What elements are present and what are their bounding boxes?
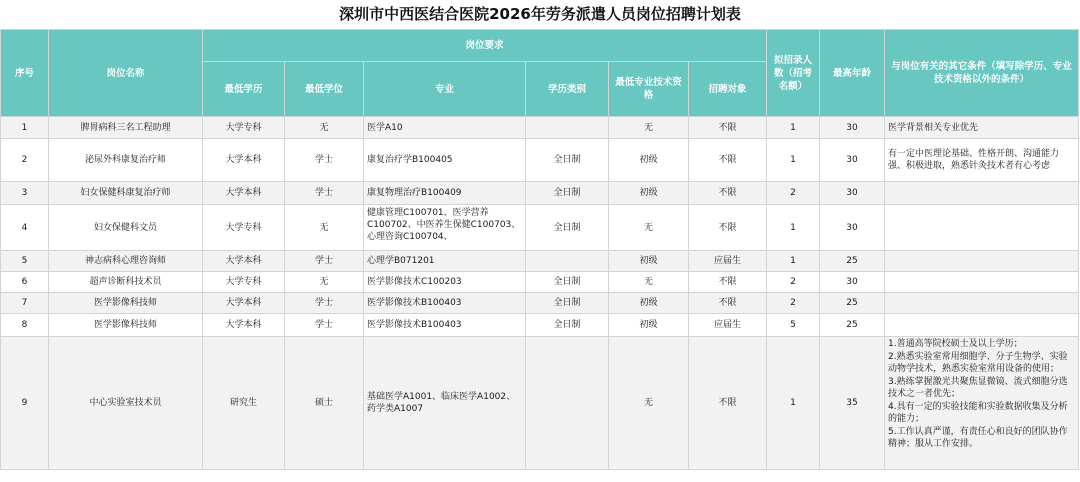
cell-seq: 6 <box>1 272 49 293</box>
cell-education: 大学本科 <box>203 314 285 337</box>
cell-other <box>885 182 1079 205</box>
cell-edu-type <box>526 251 609 272</box>
cell-education: 大学专科 <box>203 205 285 251</box>
cell-major-text: 健康管理C100701、医学营养C100702、中医养生保健C100703、心理咨询C100704、 <box>367 207 521 242</box>
cell-count: 5 <box>767 314 820 337</box>
cell-major: 心理学B071201 <box>364 251 526 272</box>
header-seq: 序号 <box>1 30 49 117</box>
cell-degree: 无 <box>285 117 364 139</box>
cell-tech-qual: 初级 <box>609 251 689 272</box>
cell-degree: 无 <box>285 272 364 293</box>
cell-target: 不限 <box>689 293 767 314</box>
header-target: 招聘对象 <box>689 62 767 117</box>
cell-major: 医学影像技术B100403 <box>364 293 526 314</box>
table-row <box>1 251 1079 272</box>
cell-degree: 学士 <box>285 314 364 337</box>
cell-edu-type: 全日制 <box>526 139 609 182</box>
cell-degree: 硕士 <box>285 337 364 470</box>
cell-age: 30 <box>820 272 885 293</box>
header-other: 与岗位有关的其它条件（填写除学历、专业技术资格以外的条件） <box>885 30 1079 117</box>
cell-education: 研究生 <box>203 337 285 470</box>
cell-age: 25 <box>820 314 885 337</box>
table-row <box>1 293 1079 314</box>
cell-major: 基础医学A1001、临床医学A1002、药学类A1007 <box>364 337 526 470</box>
cell-position: 妇女保健科文员 <box>49 205 203 251</box>
cell-age: 30 <box>820 139 885 182</box>
page-title: 深圳市中西医结合医院2026年劳务派遣人员岗位招聘计划表 <box>339 5 741 23</box>
header-tech-qual: 最低专业技术资格 <box>609 62 689 117</box>
cell-education: 大学本科 <box>203 182 285 205</box>
cell-degree: 学士 <box>285 293 364 314</box>
table-row <box>1 205 1079 251</box>
cell-tech-qual: 无 <box>609 117 689 139</box>
cell-degree: 学士 <box>285 182 364 205</box>
cell-count: 1 <box>767 205 820 251</box>
cell-tech-qual: 初级 <box>609 182 689 205</box>
cell-tech-qual: 无 <box>609 272 689 293</box>
table-row <box>1 272 1079 293</box>
cell-age: 30 <box>820 205 885 251</box>
cell-age: 25 <box>820 251 885 272</box>
cell-seq: 3 <box>1 182 49 205</box>
cell-target: 不限 <box>689 117 767 139</box>
cell-position: 中心实验室技术员 <box>49 337 203 470</box>
cell-education: 大学本科 <box>203 139 285 182</box>
cell-major: 康复治疗学B100405 <box>364 139 526 182</box>
cell-major: 医学影像技术C100203 <box>364 272 526 293</box>
cell-edu-type: 全日制 <box>526 272 609 293</box>
cell-major: 医学影像技术B100403 <box>364 314 526 337</box>
cell-seq: 7 <box>1 293 49 314</box>
cell-edu-type <box>526 117 609 139</box>
cell-edu-type: 全日制 <box>526 205 609 251</box>
cell-position: 脾胃病科三名工程助理 <box>49 117 203 139</box>
cell-edu-type: 全日制 <box>526 314 609 337</box>
cell-degree: 学士 <box>285 139 364 182</box>
cell-edu-type: 全日制 <box>526 182 609 205</box>
recruitment-table <box>0 29 1079 470</box>
cell-degree: 无 <box>285 205 364 251</box>
cell-count: 1 <box>767 117 820 139</box>
header-requirements: 岗位要求 <box>203 30 767 62</box>
cell-major <box>364 205 526 251</box>
cell-position: 医学影像科技师 <box>49 293 203 314</box>
header-degree: 最低学位 <box>285 62 364 117</box>
cell-target: 应届生 <box>689 314 767 337</box>
header-count: 拟招录人数（招考名额） <box>767 30 820 117</box>
cell-target: 应届生 <box>689 251 767 272</box>
cell-other: 医学背景相关专业优先 <box>885 117 1079 139</box>
cell-other <box>885 293 1079 314</box>
header-major: 专业 <box>364 62 526 117</box>
header-edu-type: 学历类别 <box>526 62 609 117</box>
cell-position: 医学影像科技师 <box>49 314 203 337</box>
table-row <box>1 182 1079 205</box>
cell-position: 神志病科心理咨询师 <box>49 251 203 272</box>
header-position: 岗位名称 <box>49 30 203 117</box>
cell-age: 30 <box>820 182 885 205</box>
cell-seq: 5 <box>1 251 49 272</box>
cell-count: 1 <box>767 251 820 272</box>
cell-position: 妇女保健科康复治疗师 <box>49 182 203 205</box>
cell-edu-type <box>526 337 609 470</box>
cell-edu-type: 全日制 <box>526 293 609 314</box>
cell-position: 泌尿外科康复治疗师 <box>49 139 203 182</box>
cell-seq: 1 <box>1 117 49 139</box>
cell-seq: 8 <box>1 314 49 337</box>
table-row <box>1 117 1079 139</box>
table-row <box>1 314 1079 337</box>
cell-seq: 2 <box>1 139 49 182</box>
header-education: 最低学历 <box>203 62 285 117</box>
cell-other <box>885 314 1079 337</box>
cell-position: 超声诊断科技术员 <box>49 272 203 293</box>
cell-target: 不限 <box>689 182 767 205</box>
cell-tech-qual: 无 <box>609 205 689 251</box>
cell-education: 大学专科 <box>203 272 285 293</box>
cell-degree: 学士 <box>285 251 364 272</box>
cell-education: 大学本科 <box>203 293 285 314</box>
cell-tech-qual: 无 <box>609 337 689 470</box>
cell-count: 1 <box>767 337 820 470</box>
cell-age: 35 <box>820 337 885 470</box>
cell-other-text: 1.普通高等院校硕士及以上学历； 2.熟悉实验室常用细胞学、分子生物学、实验动物学技术，熟悉实验室常用设备的使用； 3.熟练掌握激光共聚焦显微镜、流式细胞分选技术之一者优先； 4.具有一定的实验技能和实验数据收集及分析的能力； 5.工作认真严谨，有责任心和良好的团队协作精神；服从工作安排。 <box>888 339 1068 449</box>
cell-other <box>885 251 1079 272</box>
cell-count: 2 <box>767 272 820 293</box>
cell-count: 2 <box>767 182 820 205</box>
cell-other: 有一定中医理论基础、性格开朗、沟通能力强、积极进取，熟悉针灸技术者有心考虑 <box>885 139 1079 182</box>
cell-education: 大学本科 <box>203 251 285 272</box>
cell-age: 30 <box>820 117 885 139</box>
cell-tech-qual: 初级 <box>609 293 689 314</box>
cell-major: 康复物理治疗B100409 <box>364 182 526 205</box>
cell-target: 不限 <box>689 139 767 182</box>
table-row <box>1 139 1079 182</box>
cell-target: 不限 <box>689 272 767 293</box>
cell-count: 2 <box>767 293 820 314</box>
cell-seq: 4 <box>1 205 49 251</box>
cell-tech-qual: 初级 <box>609 314 689 337</box>
table-row <box>1 337 1079 470</box>
cell-education: 大学专科 <box>203 117 285 139</box>
cell-other <box>885 272 1079 293</box>
cell-age: 25 <box>820 293 885 314</box>
cell-target: 不限 <box>689 337 767 470</box>
cell-other <box>885 205 1079 251</box>
cell-tech-qual: 初级 <box>609 139 689 182</box>
header-age: 最高年龄 <box>820 30 885 117</box>
cell-seq: 9 <box>1 337 49 470</box>
cell-count: 1 <box>767 139 820 182</box>
cell-other <box>885 337 1079 470</box>
cell-target: 不限 <box>689 205 767 251</box>
cell-major: 医学A10 <box>364 117 526 139</box>
